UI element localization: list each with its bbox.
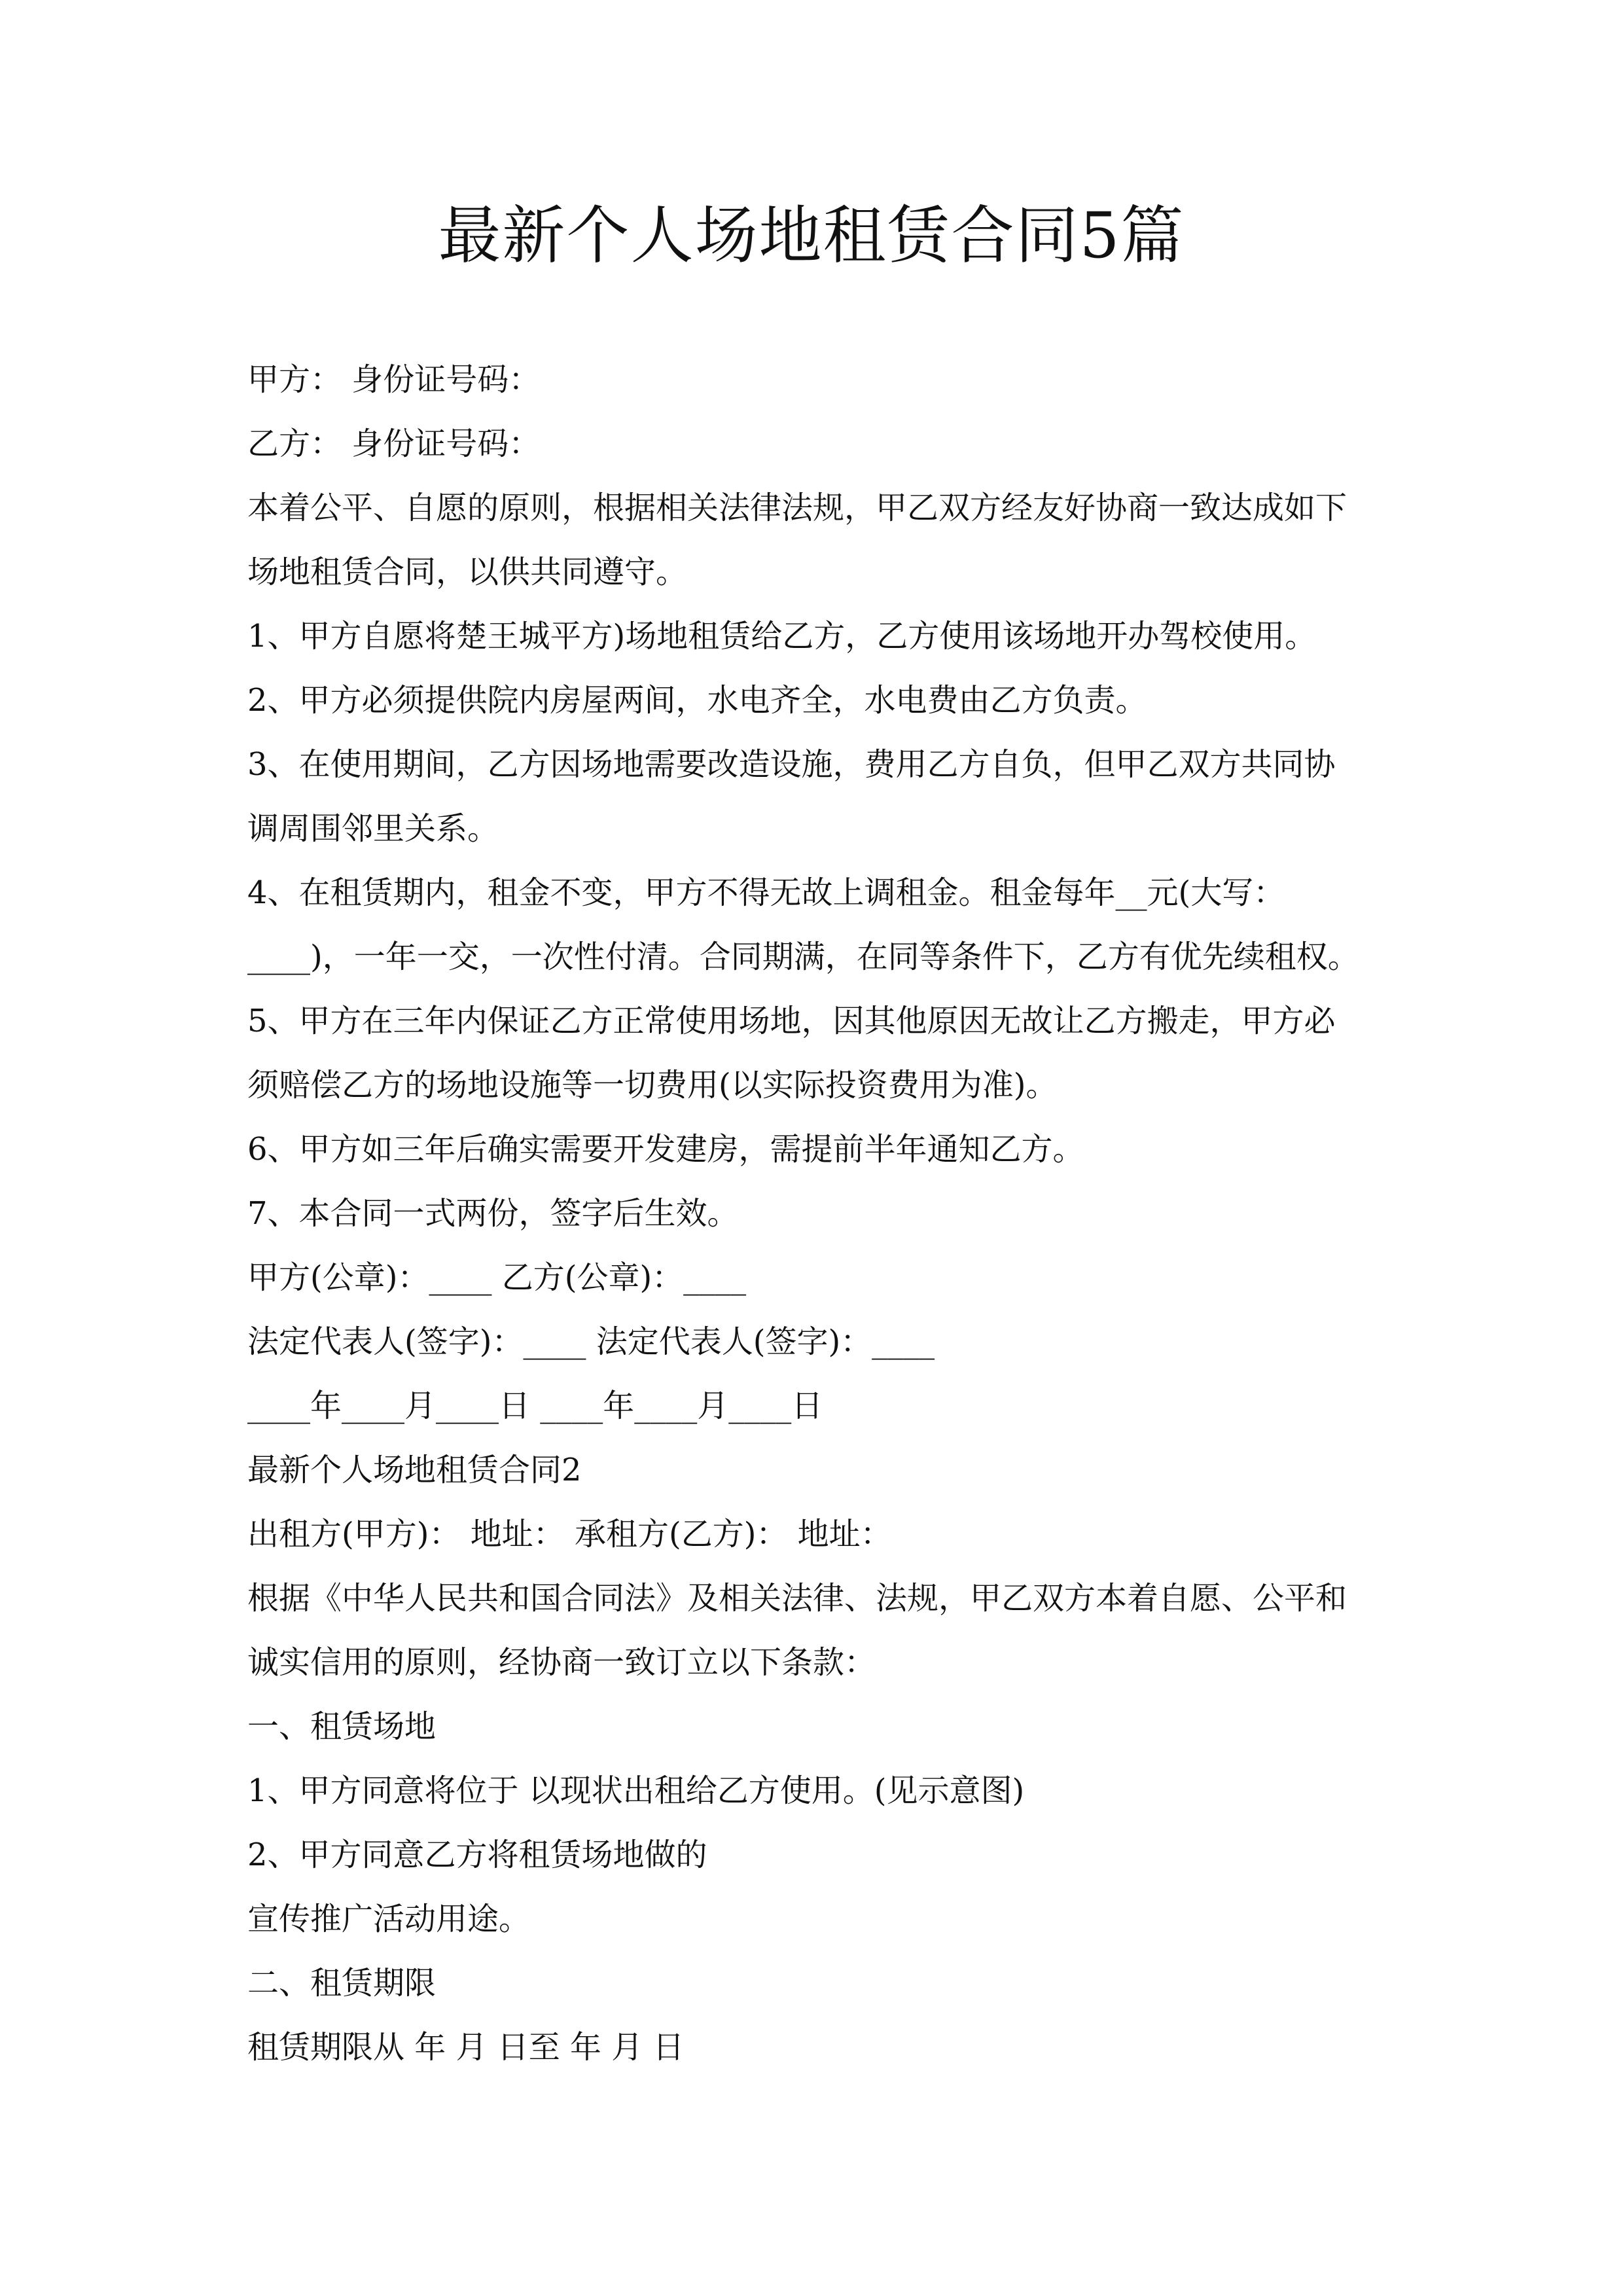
paragraph-line: ____)，一年一交，一次性付清。合同期满，在同等条件下，乙方有优先续租权。 [247, 939, 1359, 975]
paragraph-line: 租赁期限从 年 月 日至 年 月 日 [247, 2029, 685, 2066]
paragraph-line: 须赔偿乙方的场地设施等一切费用(以实际投资费用为准)。 [247, 1067, 1058, 1103]
paragraph-line: 诚实信用的原则，经协商一致订立以下条款： [247, 1644, 876, 1681]
paragraph-line: 出租方(甲方)： 地址： 承租方(乙方)： 地址： [247, 1516, 892, 1552]
paragraph-line: 调周围邻里关系。 [247, 810, 499, 847]
document-title: 最新个人场地租赁合同5篇 [438, 199, 1185, 272]
paragraph-line: 一、租赁场地 [247, 1708, 437, 1745]
paragraph-line: 二、租赁期限 [247, 1965, 437, 2001]
paragraph-line: 5、甲方在三年内保证乙方正常使用场地，因其他原因无故让乙方搬走，甲方必 [247, 1003, 1336, 1039]
paragraph-line: 根据《中华人民共和国合同法》及相关法律、法规，甲乙双方本着自愿、公平和 [247, 1580, 1347, 1617]
paragraph-line: 1、甲方自愿将楚王城平方)场地租赁给乙方，乙方使用该场地开办驾校使用。 [247, 618, 1317, 655]
paragraph-line: 最新个人场地租赁合同2 [247, 1452, 582, 1488]
paragraph-line: ____年____月____日 ____年____月____日 [247, 1388, 823, 1424]
paragraph-line: 宣传推广活动用途。 [247, 1901, 531, 1937]
document-body [247, 348, 1399, 2079]
paragraph-line: 6、甲方如三年后确实需要开发建房，需提前半年通知乙方。 [247, 1131, 1084, 1168]
paragraph-line: 7、本合同一式两份，签字后生效。 [247, 1195, 739, 1232]
paragraph-line: 法定代表人(签字)：____ 法定代表人(签字)：____ [247, 1323, 935, 1360]
paragraph-line: 乙方： 身份证号码： [247, 425, 541, 462]
paragraph-line: 本着公平、自愿的原则，根据相关法律法规，甲乙双方经友好协商一致达成如下 [247, 490, 1347, 526]
paragraph-line: 甲方： 身份证号码： [247, 361, 541, 398]
paragraph-line: 场地租赁合同，以供共同遵守。 [247, 554, 688, 590]
paragraph-line: 2、甲方必须提供院内房屋两间，水电齐全，水电费由乙方负责。 [247, 682, 1147, 719]
paragraph-line: 2、甲方同意乙方将租赁场地做的 [247, 1837, 707, 1873]
paragraph-line: 4、在租赁期内，租金不变，甲方不得无故上调租金。租金每年__元(大写： [247, 874, 1285, 911]
paragraph-line: 3、在使用期间，乙方因场地需要改造设施，费用乙方自负，但甲乙双方共同协 [247, 746, 1336, 783]
paragraph-line: 1、甲方同意将位于 以现状出租给乙方使用。(见示意图) [247, 1772, 1025, 1809]
paragraph-line: 甲方(公章)：____ 乙方(公章)：____ [247, 1259, 747, 1296]
